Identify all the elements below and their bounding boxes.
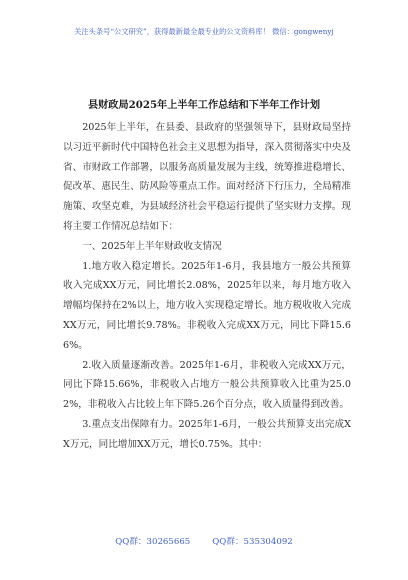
promo-banner[interactable]: 关注头条号“公文研究”，获得最新最全最专业的公文资料库！ 微信：gongwenyj: [74, 27, 334, 36]
item-paragraph-1: 1.地方收入稳定增长。2025年1-6月，我县地方一般公共预算收入完成XX万元，同比增长2.08%，2025年以来，每月地方收入增幅均保持在2%以上，地方收入实现稳定增长。地方税收收入完成XX万元，同比增长9.78%。非税收入完成XX万元，同比下降15.66%。: [63, 260, 351, 351]
item-paragraph-2: 2.收入质量逐渐改善。2025年1-6月，非税收入完成XX万元，同比下降15.66%，非税收入占地方一般公共预算收入比重为25.02%，非税收入占比较上年下降5.26个百分点，收入质量得到改善。: [63, 359, 351, 411]
qq-group-1[interactable]: QQ群：30265665: [115, 537, 191, 547]
section-heading-1: 一、2025年上半年财政收支情况: [82, 240, 222, 252]
item-paragraph-3: 3.重点支出保障有力。2025年1-6月，一般公共预算支出完成XX万元，同比增加XX万元，增长0.75%。其中：: [63, 418, 351, 450]
document-body: [63, 118, 351, 455]
document-title: 县财政局2025年上半年工作总结和下半年工作计划: [87, 99, 321, 111]
footer-contacts: [0, 535, 408, 547]
qq-group-2[interactable]: QQ群：535304092: [212, 537, 293, 547]
intro-paragraph: 2025年上半年，在县委、县政府的坚强领导下，县财政局坚持以习近平新时代中国特色社会主义思想为指导，深入贯彻落实中央及省、市财政工作部署，以服务高质量发展为主线，统筹推进稳增长、促改革、惠民生、防风险等重点工作。面对经济下行压力，全局精准施策、攻坚克难，为县域经济社会平稳运行提供了坚实财力支撑。现将主要工作情况总结如下：: [63, 122, 351, 232]
